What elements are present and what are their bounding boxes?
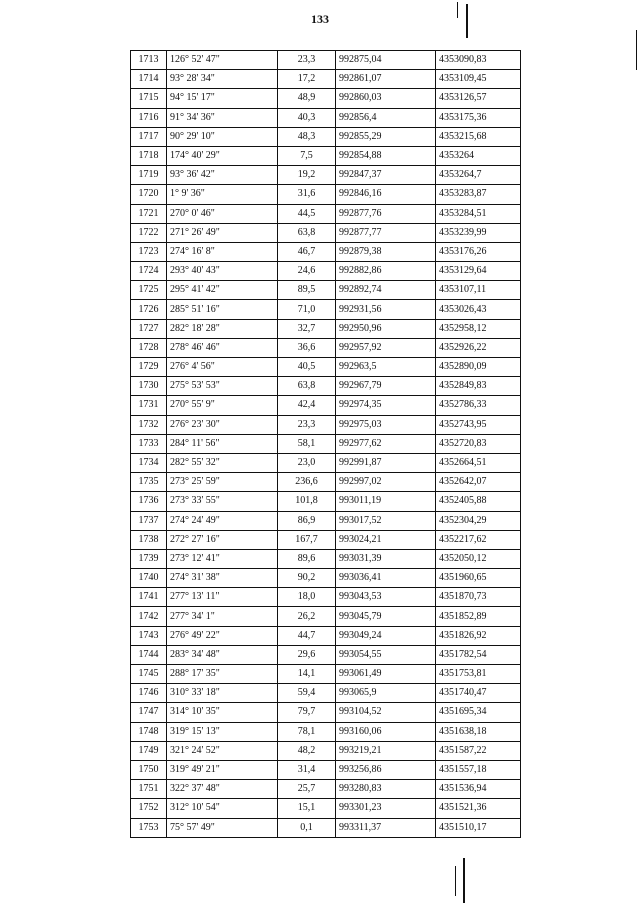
bearing-cell: 90° 29' 10" (167, 127, 278, 146)
y-coordinate-cell: 4353129,64 (436, 262, 521, 281)
scan-artifact-line (463, 858, 465, 903)
bearing-cell: 271° 26' 49" (167, 223, 278, 242)
bearing-cell: 1° 9' 36" (167, 185, 278, 204)
scan-artifact-line (636, 30, 637, 70)
y-coordinate-cell: 4351510,17 (436, 818, 521, 837)
y-coordinate-cell: 4352890,09 (436, 358, 521, 377)
distance-cell: 17,2 (278, 70, 336, 89)
table-row (131, 415, 521, 434)
point-number-cell: 1727 (131, 319, 167, 338)
distance-cell: 29,6 (278, 645, 336, 664)
table-row (131, 185, 521, 204)
distance-cell: 101,8 (278, 492, 336, 511)
bearing-cell: 93° 28' 34" (167, 70, 278, 89)
y-coordinate-cell: 4353239,99 (436, 223, 521, 242)
x-coordinate-cell: 992957,92 (336, 338, 436, 357)
point-number-cell: 1746 (131, 684, 167, 703)
point-number-cell: 1713 (131, 51, 167, 70)
bearing-cell: 93° 36' 42" (167, 166, 278, 185)
x-coordinate-cell: 993061,49 (336, 665, 436, 684)
x-coordinate-cell: 992967,79 (336, 377, 436, 396)
point-number-cell: 1748 (131, 722, 167, 741)
y-coordinate-cell: 4351557,18 (436, 760, 521, 779)
x-coordinate-cell: 992997,02 (336, 473, 436, 492)
point-number-cell: 1737 (131, 511, 167, 530)
bearing-cell: 273° 12' 41" (167, 549, 278, 568)
y-coordinate-cell: 4352720,83 (436, 434, 521, 453)
y-coordinate-cell: 4353126,57 (436, 89, 521, 108)
table-row (131, 588, 521, 607)
bearing-cell: 276° 4' 56" (167, 358, 278, 377)
table-row (131, 319, 521, 338)
point-number-cell: 1742 (131, 607, 167, 626)
point-number-cell: 1745 (131, 665, 167, 684)
distance-cell: 23,3 (278, 51, 336, 70)
table-row (131, 300, 521, 319)
table-row (131, 645, 521, 664)
point-number-cell: 1724 (131, 262, 167, 281)
point-number-cell: 1725 (131, 281, 167, 300)
bearing-cell: 282° 18' 28" (167, 319, 278, 338)
y-coordinate-cell: 4353107,11 (436, 281, 521, 300)
bearing-cell: 273° 25' 59" (167, 473, 278, 492)
x-coordinate-cell: 992877,77 (336, 223, 436, 242)
table-row (131, 818, 521, 837)
bearing-cell: 277° 13' 11" (167, 588, 278, 607)
distance-cell: 24,6 (278, 262, 336, 281)
distance-cell: 23,0 (278, 453, 336, 472)
table-row (131, 204, 521, 223)
x-coordinate-cell: 993031,39 (336, 549, 436, 568)
y-coordinate-cell: 4351740,47 (436, 684, 521, 703)
x-coordinate-cell: 992875,04 (336, 51, 436, 70)
point-number-cell: 1719 (131, 166, 167, 185)
x-coordinate-cell: 992846,16 (336, 185, 436, 204)
distance-cell: 31,6 (278, 185, 336, 204)
x-coordinate-cell: 993256,86 (336, 760, 436, 779)
table-row (131, 70, 521, 89)
y-coordinate-cell: 4352786,33 (436, 396, 521, 415)
y-coordinate-cell: 4353264,7 (436, 166, 521, 185)
point-number-cell: 1734 (131, 453, 167, 472)
y-coordinate-cell: 4351695,34 (436, 703, 521, 722)
bearing-cell: 276° 23' 30" (167, 415, 278, 434)
distance-cell: 42,4 (278, 396, 336, 415)
table-row (131, 530, 521, 549)
point-number-cell: 1739 (131, 549, 167, 568)
scan-artifact-line (457, 2, 458, 18)
distance-cell: 25,7 (278, 780, 336, 799)
y-coordinate-cell: 4351826,92 (436, 626, 521, 645)
point-number-cell: 1740 (131, 569, 167, 588)
distance-cell: 26,2 (278, 607, 336, 626)
distance-cell: 15,1 (278, 799, 336, 818)
y-coordinate-cell: 4353215,68 (436, 127, 521, 146)
table-row (131, 127, 521, 146)
x-coordinate-cell: 992975,03 (336, 415, 436, 434)
table-row (131, 146, 521, 165)
x-coordinate-cell: 993104,52 (336, 703, 436, 722)
distance-cell: 0,1 (278, 818, 336, 837)
point-number-cell: 1736 (131, 492, 167, 511)
table-row (131, 396, 521, 415)
point-number-cell: 1729 (131, 358, 167, 377)
table-row (131, 262, 521, 281)
x-coordinate-cell: 993219,21 (336, 741, 436, 760)
distance-cell: 89,6 (278, 549, 336, 568)
x-coordinate-cell: 992977,62 (336, 434, 436, 453)
distance-cell: 236,6 (278, 473, 336, 492)
coordinates-table (130, 50, 521, 838)
distance-cell: 59,4 (278, 684, 336, 703)
distance-cell: 167,7 (278, 530, 336, 549)
bearing-cell: 314° 10' 35" (167, 703, 278, 722)
bearing-cell: 319° 49' 21" (167, 760, 278, 779)
table-row (131, 223, 521, 242)
bearing-cell: 94° 15' 17" (167, 89, 278, 108)
scan-artifact-line (455, 866, 456, 896)
table-row (131, 453, 521, 472)
x-coordinate-cell: 992974,35 (336, 396, 436, 415)
x-coordinate-cell: 992856,4 (336, 108, 436, 127)
bearing-cell: 91° 34' 36" (167, 108, 278, 127)
point-number-cell: 1751 (131, 780, 167, 799)
y-coordinate-cell: 4352926,22 (436, 338, 521, 357)
point-number-cell: 1731 (131, 396, 167, 415)
point-number-cell: 1735 (131, 473, 167, 492)
point-number-cell: 1718 (131, 146, 167, 165)
y-coordinate-cell: 4351638,18 (436, 722, 521, 741)
x-coordinate-cell: 993065,9 (336, 684, 436, 703)
distance-cell: 18,0 (278, 588, 336, 607)
bearing-cell: 277° 34' 1" (167, 607, 278, 626)
x-coordinate-cell: 993311,37 (336, 818, 436, 837)
bearing-cell: 270° 0' 46" (167, 204, 278, 223)
table-row (131, 780, 521, 799)
bearing-cell: 295° 41' 42" (167, 281, 278, 300)
x-coordinate-cell: 992892,74 (336, 281, 436, 300)
table-row (131, 377, 521, 396)
point-number-cell: 1730 (131, 377, 167, 396)
bearing-cell: 322° 37' 48" (167, 780, 278, 799)
distance-cell: 48,9 (278, 89, 336, 108)
y-coordinate-cell: 4353284,51 (436, 204, 521, 223)
distance-cell: 79,7 (278, 703, 336, 722)
table-row (131, 569, 521, 588)
x-coordinate-cell: 992860,03 (336, 89, 436, 108)
point-number-cell: 1753 (131, 818, 167, 837)
table-row (131, 242, 521, 261)
point-number-cell: 1743 (131, 626, 167, 645)
distance-cell: 90,2 (278, 569, 336, 588)
distance-cell: 48,3 (278, 127, 336, 146)
y-coordinate-cell: 4351960,65 (436, 569, 521, 588)
point-number-cell: 1722 (131, 223, 167, 242)
distance-cell: 58,1 (278, 434, 336, 453)
x-coordinate-cell: 993160,06 (336, 722, 436, 741)
point-number-cell: 1717 (131, 127, 167, 146)
y-coordinate-cell: 4351852,89 (436, 607, 521, 626)
y-coordinate-cell: 4353090,83 (436, 51, 521, 70)
distance-cell: 23,3 (278, 415, 336, 434)
distance-cell: 7,5 (278, 146, 336, 165)
x-coordinate-cell: 993011,19 (336, 492, 436, 511)
x-coordinate-cell: 993017,52 (336, 511, 436, 530)
point-number-cell: 1733 (131, 434, 167, 453)
bearing-cell: 282° 55' 32" (167, 453, 278, 472)
distance-cell: 48,2 (278, 741, 336, 760)
bearing-cell: 310° 33' 18" (167, 684, 278, 703)
scan-artifact-line (466, 4, 468, 38)
bearing-cell: 75° 57' 49" (167, 818, 278, 837)
point-number-cell: 1715 (131, 89, 167, 108)
y-coordinate-cell: 4353175,36 (436, 108, 521, 127)
coordinates-table-body (131, 51, 521, 838)
x-coordinate-cell: 993043,53 (336, 588, 436, 607)
bearing-cell: 274° 31' 38" (167, 569, 278, 588)
distance-cell: 71,0 (278, 300, 336, 319)
x-coordinate-cell: 992879,38 (336, 242, 436, 261)
point-number-cell: 1720 (131, 185, 167, 204)
distance-cell: 89,5 (278, 281, 336, 300)
x-coordinate-cell: 993280,83 (336, 780, 436, 799)
x-coordinate-cell: 992991,87 (336, 453, 436, 472)
y-coordinate-cell: 4352849,83 (436, 377, 521, 396)
y-coordinate-cell: 4351870,73 (436, 588, 521, 607)
table-row (131, 549, 521, 568)
y-coordinate-cell: 4352642,07 (436, 473, 521, 492)
bearing-cell: 293° 40' 43" (167, 262, 278, 281)
x-coordinate-cell: 993301,23 (336, 799, 436, 818)
y-coordinate-cell: 4353109,45 (436, 70, 521, 89)
table-row (131, 108, 521, 127)
table-row (131, 665, 521, 684)
distance-cell: 46,7 (278, 242, 336, 261)
table-row (131, 358, 521, 377)
distance-cell: 40,5 (278, 358, 336, 377)
table-row (131, 684, 521, 703)
point-number-cell: 1744 (131, 645, 167, 664)
x-coordinate-cell: 992877,76 (336, 204, 436, 223)
y-coordinate-cell: 4351587,22 (436, 741, 521, 760)
table-row (131, 166, 521, 185)
bearing-cell: 284° 11' 56" (167, 434, 278, 453)
bearing-cell: 319° 15' 13" (167, 722, 278, 741)
point-number-cell: 1728 (131, 338, 167, 357)
table-row (131, 607, 521, 626)
table-row (131, 473, 521, 492)
bearing-cell: 276° 49' 22" (167, 626, 278, 645)
point-number-cell: 1738 (131, 530, 167, 549)
point-number-cell: 1750 (131, 760, 167, 779)
point-number-cell: 1726 (131, 300, 167, 319)
distance-cell: 44,5 (278, 204, 336, 223)
x-coordinate-cell: 992861,07 (336, 70, 436, 89)
table-row (131, 626, 521, 645)
y-coordinate-cell: 4352217,62 (436, 530, 521, 549)
bearing-cell: 288° 17' 35" (167, 665, 278, 684)
x-coordinate-cell: 993036,41 (336, 569, 436, 588)
x-coordinate-cell: 992855,29 (336, 127, 436, 146)
table-row (131, 51, 521, 70)
distance-cell: 32,7 (278, 319, 336, 338)
table-row (131, 722, 521, 741)
table-row (131, 511, 521, 530)
y-coordinate-cell: 4352050,12 (436, 549, 521, 568)
bearing-cell: 273° 33' 55" (167, 492, 278, 511)
x-coordinate-cell: 993024,21 (336, 530, 436, 549)
table-row (131, 434, 521, 453)
x-coordinate-cell: 993045,79 (336, 607, 436, 626)
bearing-cell: 272° 27' 16" (167, 530, 278, 549)
distance-cell: 40,3 (278, 108, 336, 127)
distance-cell: 78,1 (278, 722, 336, 741)
y-coordinate-cell: 4353176,26 (436, 242, 521, 261)
y-coordinate-cell: 4351782,54 (436, 645, 521, 664)
table-row (131, 89, 521, 108)
y-coordinate-cell: 4351753,81 (436, 665, 521, 684)
x-coordinate-cell: 993054,55 (336, 645, 436, 664)
bearing-cell: 274° 24' 49" (167, 511, 278, 530)
y-coordinate-cell: 4352405,88 (436, 492, 521, 511)
bearing-cell: 321° 24' 52" (167, 741, 278, 760)
distance-cell: 19,2 (278, 166, 336, 185)
bearing-cell: 126° 52' 47" (167, 51, 278, 70)
x-coordinate-cell: 992854,88 (336, 146, 436, 165)
page-number: 133 (311, 12, 329, 26)
bearing-cell: 174° 40' 29" (167, 146, 278, 165)
table-row (131, 338, 521, 357)
point-number-cell: 1752 (131, 799, 167, 818)
distance-cell: 63,8 (278, 223, 336, 242)
y-coordinate-cell: 4351521,36 (436, 799, 521, 818)
table-row (131, 492, 521, 511)
bearing-cell: 283° 34' 48" (167, 645, 278, 664)
distance-cell: 36,6 (278, 338, 336, 357)
distance-cell: 44,7 (278, 626, 336, 645)
x-coordinate-cell: 992931,56 (336, 300, 436, 319)
distance-cell: 63,8 (278, 377, 336, 396)
x-coordinate-cell: 993049,24 (336, 626, 436, 645)
y-coordinate-cell: 4352743,95 (436, 415, 521, 434)
y-coordinate-cell: 4353283,87 (436, 185, 521, 204)
bearing-cell: 285° 51' 16" (167, 300, 278, 319)
distance-cell: 31,4 (278, 760, 336, 779)
point-number-cell: 1721 (131, 204, 167, 223)
bearing-cell: 270° 55' 9" (167, 396, 278, 415)
y-coordinate-cell: 4351536,94 (436, 780, 521, 799)
y-coordinate-cell: 4353264 (436, 146, 521, 165)
table-row (131, 799, 521, 818)
point-number-cell: 1741 (131, 588, 167, 607)
table-row (131, 741, 521, 760)
point-number-cell: 1749 (131, 741, 167, 760)
bearing-cell: 274° 16' 8" (167, 242, 278, 261)
bearing-cell: 275° 53' 53" (167, 377, 278, 396)
distance-cell: 14,1 (278, 665, 336, 684)
y-coordinate-cell: 4352958,12 (436, 319, 521, 338)
point-number-cell: 1732 (131, 415, 167, 434)
table-row (131, 703, 521, 722)
point-number-cell: 1723 (131, 242, 167, 261)
y-coordinate-cell: 4352304,29 (436, 511, 521, 530)
point-number-cell: 1714 (131, 70, 167, 89)
bearing-cell: 312° 10' 54" (167, 799, 278, 818)
y-coordinate-cell: 4352664,51 (436, 453, 521, 472)
y-coordinate-cell: 4353026,43 (436, 300, 521, 319)
x-coordinate-cell: 992847,37 (336, 166, 436, 185)
table-row (131, 760, 521, 779)
table-row (131, 281, 521, 300)
point-number-cell: 1747 (131, 703, 167, 722)
x-coordinate-cell: 992963,5 (336, 358, 436, 377)
bearing-cell: 278° 46' 46" (167, 338, 278, 357)
point-number-cell: 1716 (131, 108, 167, 127)
x-coordinate-cell: 992882,86 (336, 262, 436, 281)
x-coordinate-cell: 992950,96 (336, 319, 436, 338)
distance-cell: 86,9 (278, 511, 336, 530)
